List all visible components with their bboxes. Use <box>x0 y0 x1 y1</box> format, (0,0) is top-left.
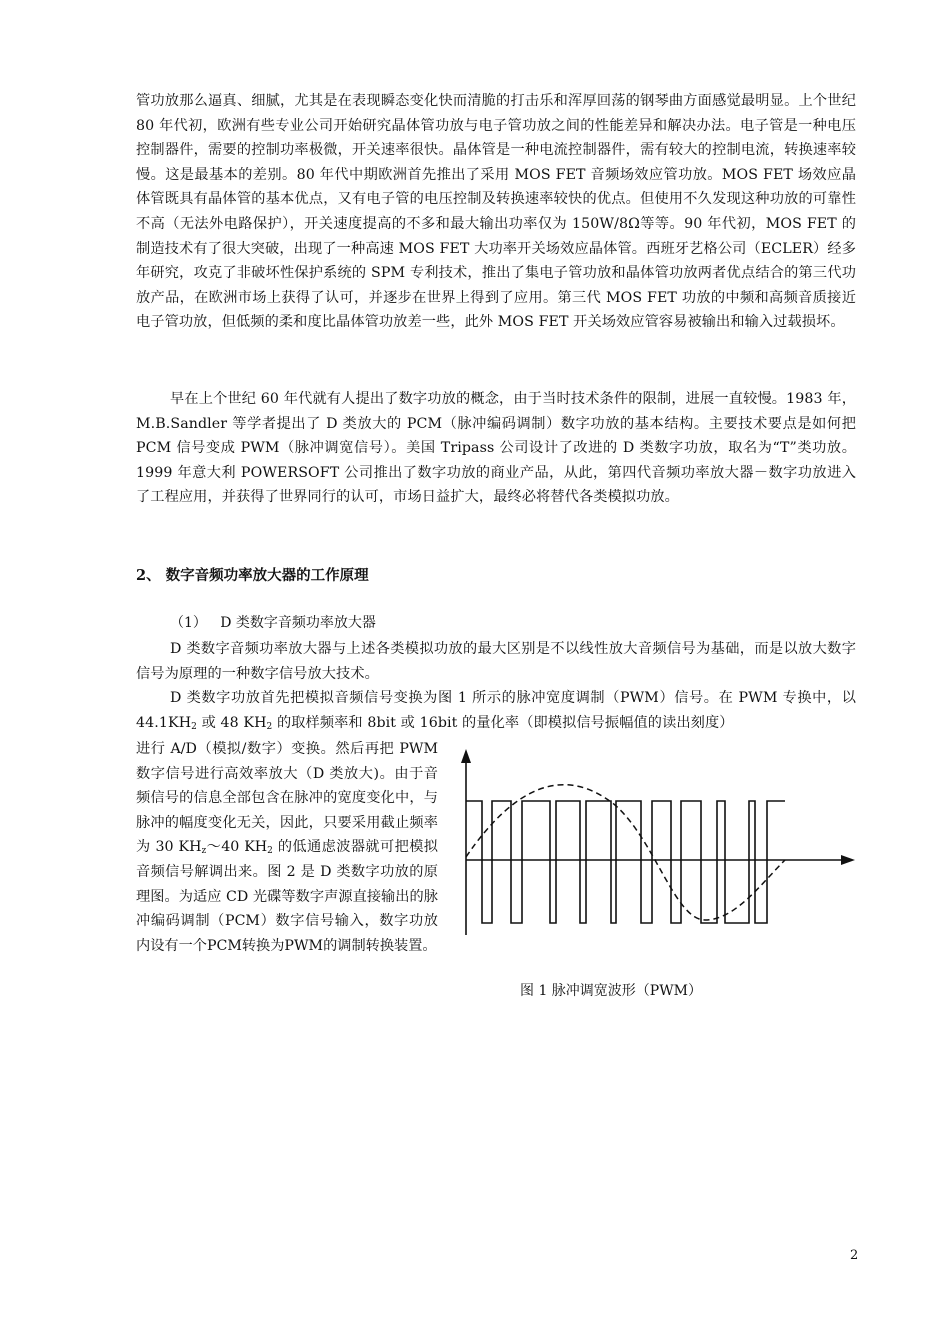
body-paragraph-2: 早在上个世纪 60 年代就有人提出了数字功放的概念，由于当时技术条件的限制，进展一直较慢。1983 年，M.B.Sandler 等学者提出了 D 类放大的 PCM（脉冲编码调制）数字功放的基本结构。主要技术要点是如何把 PCM 信号变成 PWM（脉冲调宽信号）。美国 Tripass 公司设计了改进的 D 类数字功放，取名为“T”类功放。1999 年意大利 POWERSOFT 公司推出了数字功放的商业产品，从此，第四代音频功率放大器－数字功放进入了工程应用，并获得了世界同行的认可，市场日益扩大，最终必将替代各类模拟功放。 <box>136 391 856 506</box>
p4-subscript-2: 2 <box>266 721 273 732</box>
body-paragraph-1: 管功放那么逼真、细腻，尤其是在表现瞬态变化快而清脆的打击乐和浑厚回荡的钢琴曲方面感觉最明显。上个世纪 80 年代初，欧洲有些专业公司开始研究晶体管功放与电子管功放之间的性能差异和解决办法。电子管是一种电压控制器件，需要的控制功率极微，开关速率很快。晶体管是一种电流控制器件，需有较大的控制电流，转换速率较慢。这是最基本的差别。80 年代中期欧洲首先推出了采用 MOS FET 音频场效应管功放。MOS FET 场效应晶体管既具有晶体管的基本优点，又有电子管的电压控制及转换速率较快的优点。但使用不久发现这种功放的可靠性不高（无法外电路保护），开关速度提高的不多和最大输出功率仅为 150W/8Ω等等。90 年代初，MOS FET 的制造技术有了很大突破，出现了一种高速 MOS FET 大功率开关场效应晶体管。西班牙艺格公司（ECLER）经多年研究，攻克了非破坏性保护系统的 SPM 专利技术，推出了集电子管功放和晶体管功放两者优点结合的第三代功放产品，在欧洲市场上获得了认可，并逐步在世界上得到了应用。第三代 MOS FET 功放的中频和高频音质接近电子管功放，但低频的柔和度比晶体管功放差一些，此外 MOS FET 开关场效应管容易被输出和输入过载损坏。 <box>136 93 856 331</box>
figure-caption: 图 1 脉冲调宽波形（PWM） <box>520 983 702 999</box>
p4-text-a: D 类数字功放首先把模拟音频信号变换为图 1 所示的脉冲宽度调制（PWM）信号。在 PWM 专换中，以 44.1KH <box>136 690 856 731</box>
pwm-pulse-train <box>466 801 785 923</box>
p5-subscript-1: z <box>201 846 207 857</box>
p4-text-c: 的取样频率和 8bit 或 16bit 的量化率（即模拟信号振幅值的读出刻度） <box>272 714 734 731</box>
sine-wave-dashed <box>466 785 785 920</box>
x-axis-arrow <box>841 855 855 865</box>
p4-text-b: 或 48 KH <box>197 714 267 731</box>
body-paragraph-3: D 类数字音频功率放大器与上述各类模拟功放的最大区别是不以线性放大音频信号为基础，而是以放大数字信号为原理的一种数字信号放大技术。 <box>136 641 856 682</box>
pwm-waveform-figure <box>455 745 865 945</box>
page-number: 2 <box>850 1248 859 1263</box>
body-paragraph-4 <box>136 686 856 735</box>
p5-text-a: 进行 A/D（模拟/数字）变换。然后再把 PWM 数字信号进行高效率放大（D 类放大)。由于音频信号的信息全部包含在脉冲的宽度变化中，与脉冲的幅度变化无关，因此，只要采用截止频率为 30 KH <box>136 741 438 856</box>
p5-text-b: ～40 KH <box>206 839 268 856</box>
p5-subscript-2: 2 <box>267 846 273 857</box>
body-paragraph-5 <box>136 737 438 958</box>
subsection-heading: （1） D 类数字音频功率放大器 <box>170 615 376 631</box>
p4-subscript-1: 2 <box>191 721 197 732</box>
p5-text-c: 的低通虑波器就可把模拟音频信号解调出来。图 2 是 D 类数字功放的原理图。为适应 CD 光碟等数字声源直接输出的脉冲编码调制（PCM）数字信号输入，数字功放内设有一个PCM转换为PWM的调制转换装置。 <box>136 839 438 954</box>
y-axis-arrow <box>461 749 471 763</box>
section-heading: 2、 数字音频功率放大器的工作原理 <box>136 567 369 584</box>
